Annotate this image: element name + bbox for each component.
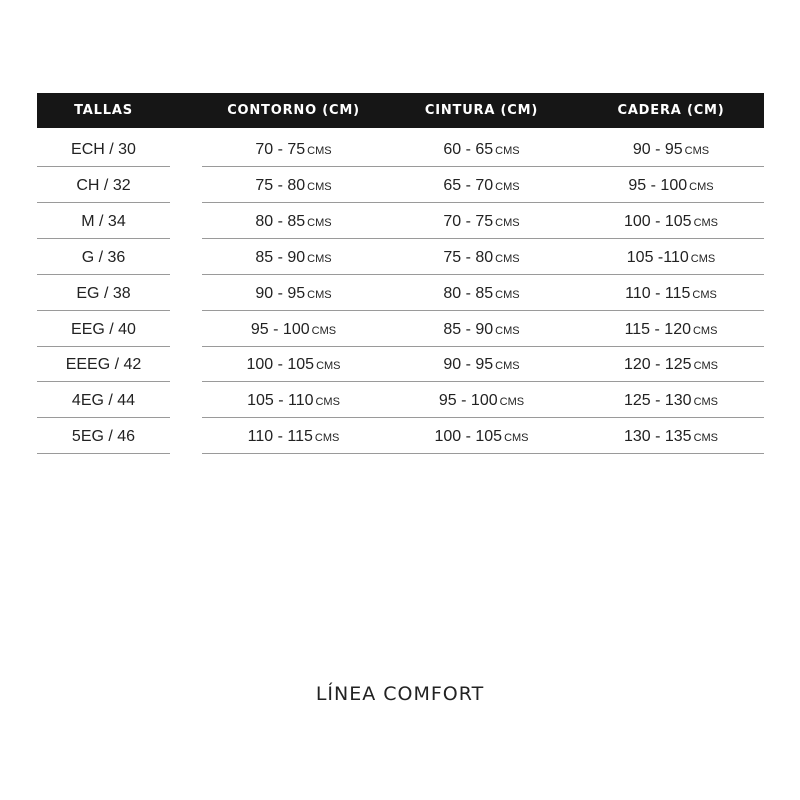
cintura-cell [385,347,578,382]
cadera-cell [578,312,764,347]
size-cell [37,276,170,311]
unit-label: CMS [504,432,529,445]
unit-label: CMS [307,252,332,265]
header-cadera: CADERA (CM) [617,103,725,118]
cadera-value: 115 - 120 [624,320,691,338]
size-label: EEEG / 42 [65,356,142,374]
unit-label: CMS [692,288,717,301]
cadera-value: 130 - 135 [623,428,692,446]
contorno-cell [202,383,385,418]
cadera-cell [578,419,764,454]
table-row [0,204,800,240]
size-cell [37,383,170,418]
cintura-cell [385,383,578,418]
unit-label: CMS [316,360,341,373]
cadera-value: 110 - 115 [625,284,691,302]
unit-label: CMS [495,216,520,229]
cadera-cell [578,347,764,382]
contorno-cell [202,419,385,454]
cintura-cell [385,168,578,203]
contorno-cell [202,204,385,239]
table-row [0,132,800,168]
cintura-value: 80 - 85 [443,284,494,302]
unit-label: CMS [314,432,340,445]
cadera-cell [578,276,764,311]
cintura-value: 70 - 75 [443,212,494,230]
table-row [0,240,800,276]
cadera-value: 100 - 105 [623,212,692,230]
table-header [37,93,764,128]
size-label: 4EG / 44 [71,392,136,410]
size-cell [37,312,170,347]
line-title: LÍNEA COMFORT [315,683,485,705]
size-label: G / 36 [81,248,126,266]
unit-label: CMS [307,288,332,301]
cintura-cell [385,276,578,311]
size-label: ECH / 30 [71,141,136,158]
unit-label: CMS [495,145,520,157]
cadera-cell [578,168,764,203]
cadera-value: 125 - 130 [623,392,692,410]
cadera-cell [578,240,764,275]
size-label: EEG / 40 [71,320,136,338]
unit-label: CMS [495,288,520,301]
table-row [0,168,800,204]
cadera-value: 95 - 100 [628,176,688,194]
unit-label: CMS [692,324,718,337]
contorno-value: 70 - 75 [255,141,306,158]
unit-label: CMS [693,360,719,373]
size-label: 5EG / 46 [71,428,136,446]
table-row [0,312,800,348]
cintura-cell [385,240,578,275]
cintura-cell [385,132,578,167]
unit-label: CMS [495,360,520,373]
contorno-value: 85 - 90 [255,248,306,266]
cadera-value: 120 - 125 [623,356,692,374]
contorno-cell [202,347,385,382]
unit-label: CMS [684,145,710,157]
unit-label: CMS [499,396,525,409]
contorno-cell [202,132,385,167]
unit-label: CMS [693,432,719,445]
unit-label: CMS [495,324,520,337]
table-row [0,419,800,455]
contorno-cell [202,168,385,203]
contorno-value: 75 - 80 [255,176,306,194]
size-cell [37,204,170,239]
contorno-cell [202,276,385,311]
unit-label: CMS [307,216,332,229]
cadera-cell [578,132,764,167]
header-tallas: TALLAS [74,103,133,118]
cintura-cell [385,204,578,239]
cadera-cell [578,383,764,418]
contorno-value: 80 - 85 [255,212,306,230]
cadera-value: 105 -110 [626,248,689,266]
size-label: CH / 32 [76,176,131,194]
contorno-value: 95 - 100 [250,320,310,338]
unit-label: CMS [495,180,520,193]
table-row [0,276,800,312]
cintura-value: 100 - 105 [434,428,503,446]
unit-label: CMS [690,252,716,265]
unit-label: CMS [307,145,332,157]
contorno-value: 105 - 110 [247,392,314,410]
cintura-cell [385,419,578,454]
size-label: EG / 38 [76,284,131,302]
unit-label: CMS [315,396,340,409]
unit-label: CMS [311,324,337,337]
contorno-cell [202,240,385,275]
unit-label: CMS [689,180,714,193]
contorno-value: 90 - 95 [255,284,306,302]
header-cintura: CINTURA (CM) [424,103,539,118]
unit-label: CMS [693,396,719,409]
cintura-value: 85 - 90 [443,320,494,338]
contorno-value: 110 - 115 [247,428,313,446]
cintura-value: 60 - 65 [443,141,494,158]
unit-label: CMS [307,180,332,193]
size-cell [37,132,170,167]
size-cell [37,168,170,203]
size-cell [37,240,170,275]
contorno-cell [202,312,385,347]
cintura-value: 90 - 95 [443,356,494,374]
cintura-value: 75 - 80 [443,248,494,266]
cadera-value: 90 - 95 [632,141,683,158]
table-row [0,347,800,383]
cintura-value: 65 - 70 [443,176,494,194]
header-contorno: CONTORNO (CM) [227,103,360,118]
unit-label: CMS [693,216,719,229]
table-row [0,383,800,419]
size-cell [37,419,170,454]
size-cell [37,347,170,382]
cintura-cell [385,312,578,347]
contorno-value: 100 - 105 [246,356,315,374]
cintura-value: 95 - 100 [438,392,498,410]
cadera-cell [578,204,764,239]
unit-label: CMS [495,252,520,265]
size-label: M / 34 [81,212,126,230]
